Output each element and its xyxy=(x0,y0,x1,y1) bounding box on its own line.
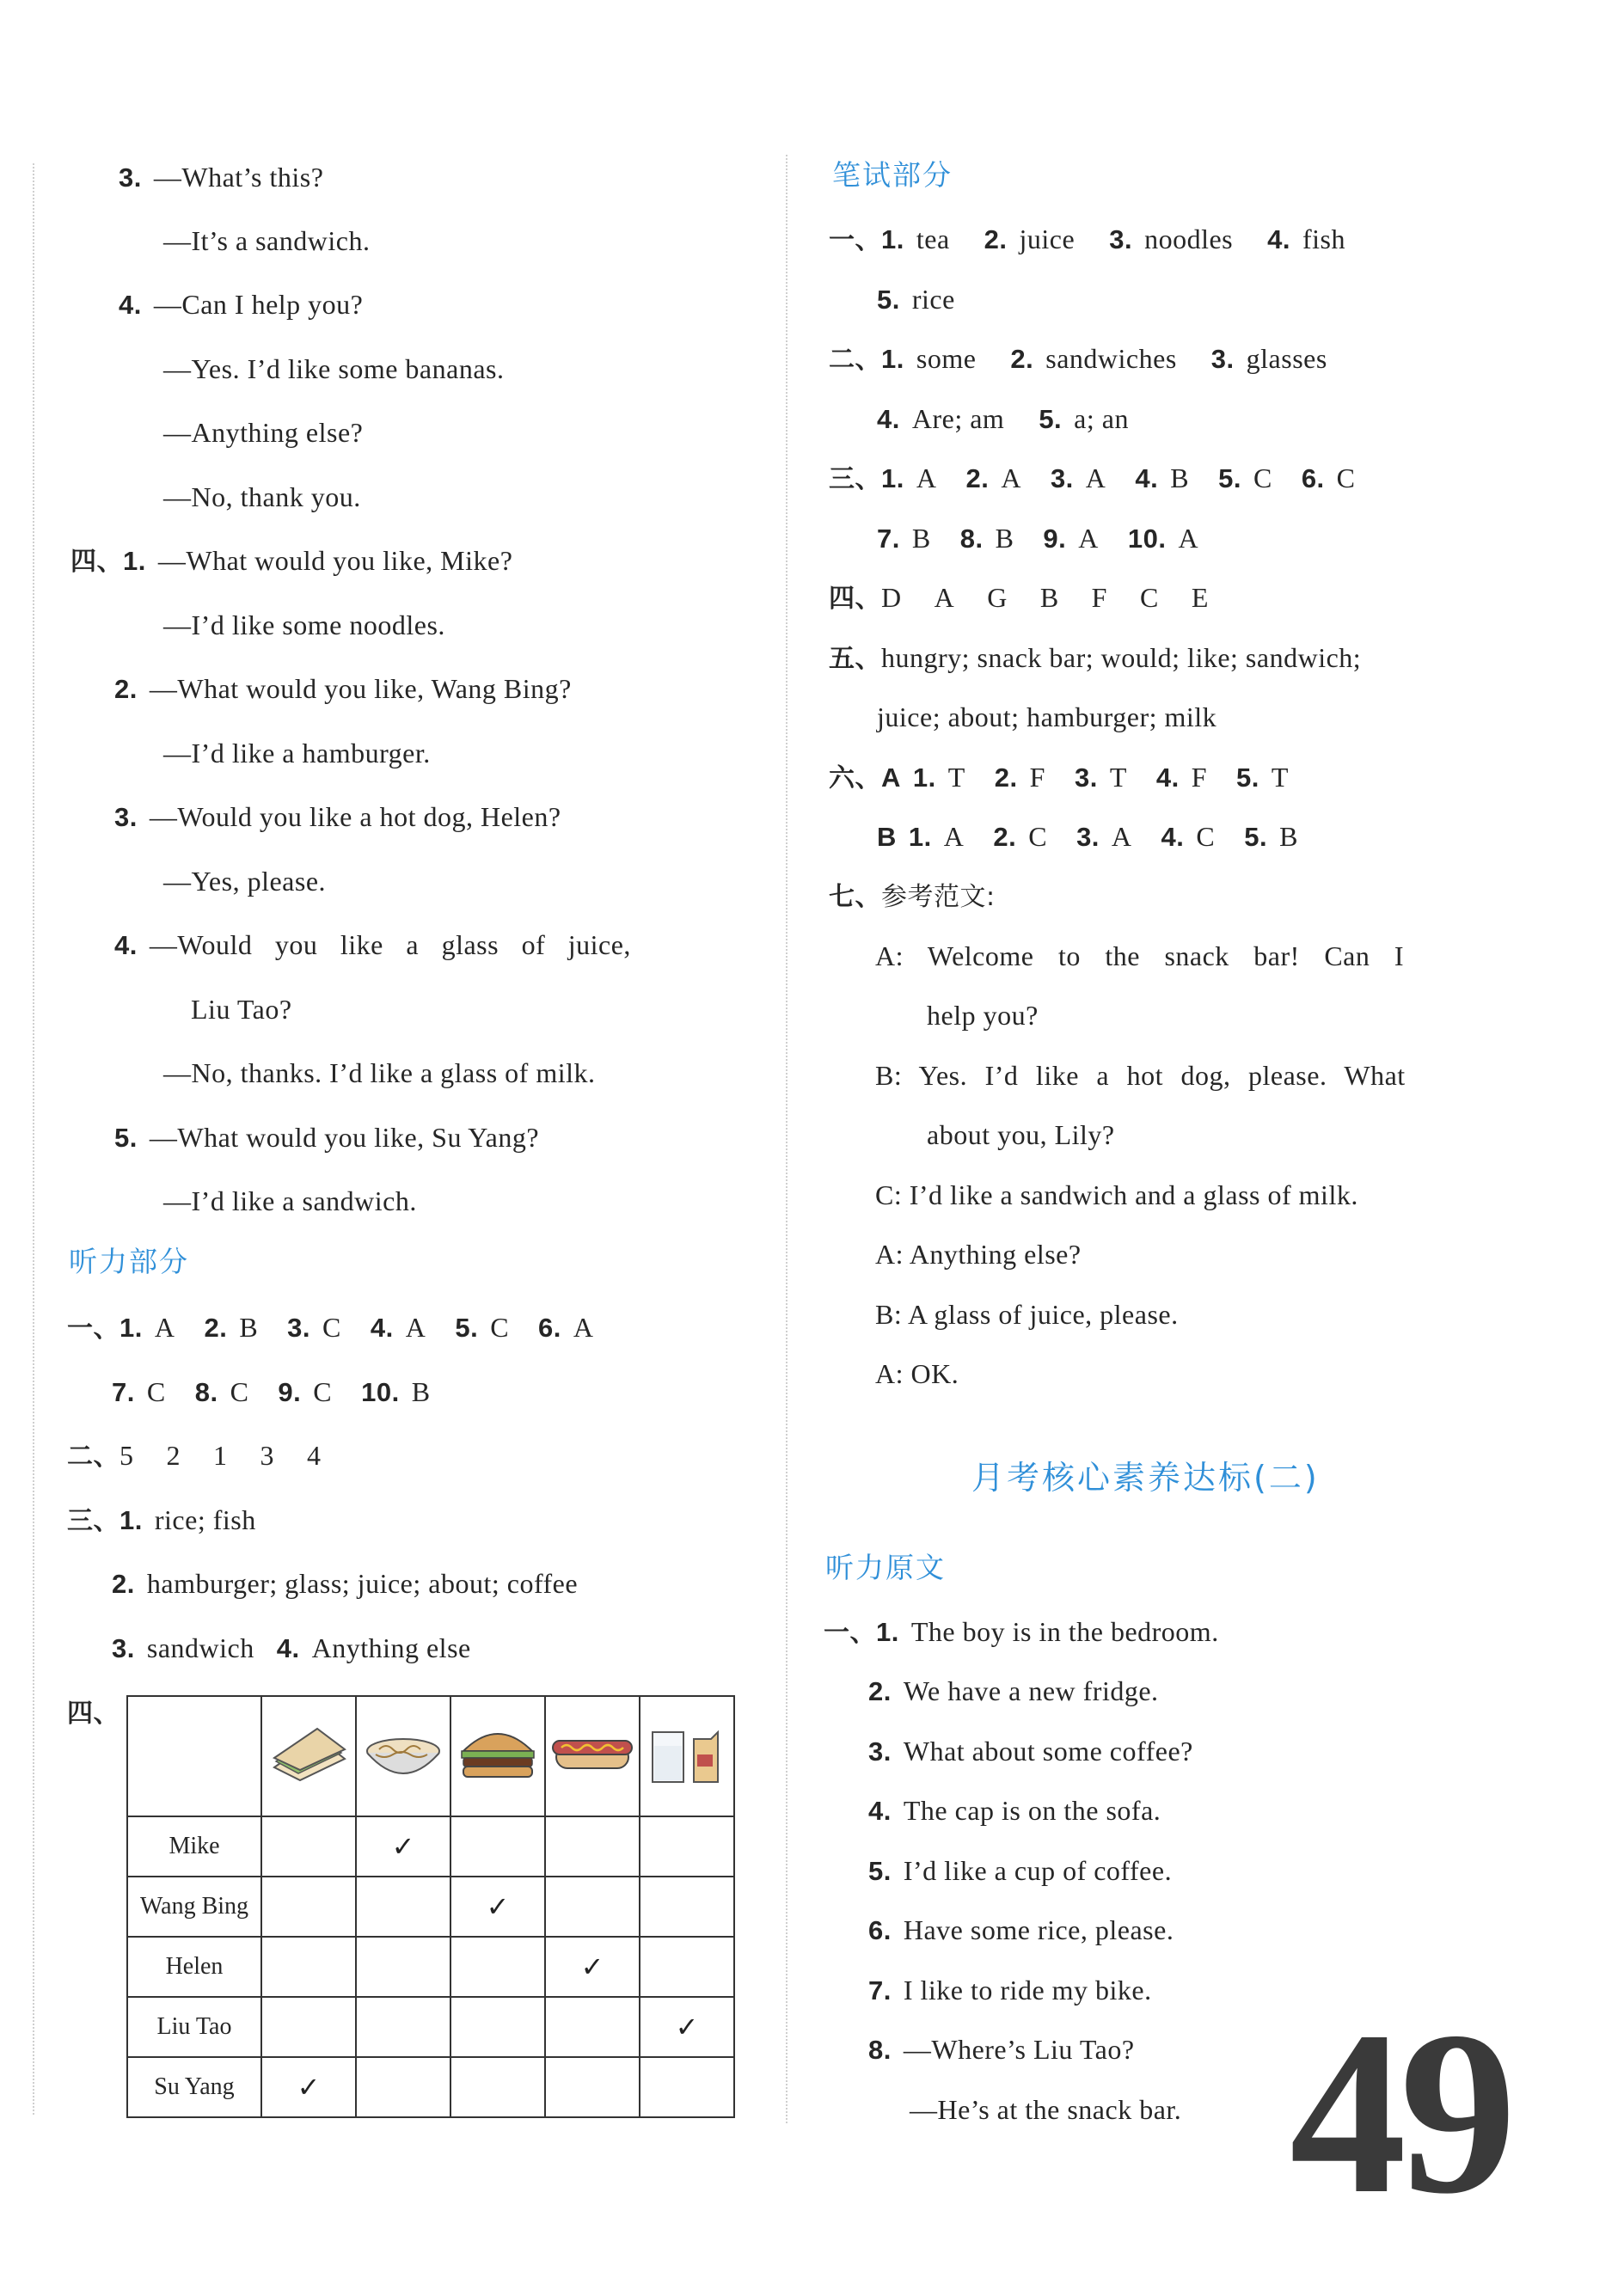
dialog-q3-a: 3. —What’s this? xyxy=(119,162,324,193)
answer-number: 4. xyxy=(1161,822,1185,852)
answer-value: sandwiches xyxy=(1045,343,1177,374)
answer-number: 3. xyxy=(1210,344,1235,374)
table-cell xyxy=(640,1937,734,1997)
check-mark-icon: ✓ xyxy=(486,1890,510,1923)
answer-value: T xyxy=(1271,762,1289,793)
written-1-row2 xyxy=(877,282,990,317)
table-cell xyxy=(356,1816,450,1877)
section-4-q3-a: 3. —Would you like a hot dog, Helen? xyxy=(114,801,561,832)
answer-letter: 4 xyxy=(307,1440,322,1471)
answer-letter: B xyxy=(1039,582,1059,613)
listening-3-q3-4: 3. sandwich 4. Anything else xyxy=(112,1632,471,1663)
juice-and-milk-picture xyxy=(640,1696,734,1816)
food-choice-table xyxy=(126,1695,735,2118)
noodles-picture xyxy=(356,1696,450,1816)
written-2-row2 xyxy=(877,401,1163,437)
table-cell xyxy=(450,2057,545,2117)
answer-value: glasses xyxy=(1246,343,1327,374)
answer-number: 7. xyxy=(877,524,900,554)
section-4-q4-b: Liu Tao? xyxy=(191,994,292,1025)
table-cell xyxy=(640,1997,734,2057)
table-cell xyxy=(356,1877,450,1937)
answer-number: 5. xyxy=(877,285,900,315)
section-4-q2-a: 2. —What would you like, Wang Bing? xyxy=(114,673,572,704)
answer-value: noodles xyxy=(1144,224,1234,254)
glass-and-carton-icon xyxy=(644,1720,730,1789)
table-row xyxy=(127,1816,734,1877)
answer-value: a; an xyxy=(1074,403,1129,434)
listening-section-title: 听力部分 xyxy=(69,1245,189,1278)
written-3-row2 xyxy=(877,521,1228,556)
answer-number: 3. xyxy=(287,1313,311,1343)
section-4-q1-b: —I’d like some noodles. xyxy=(163,609,445,640)
essay-line-5: C: I’d like a sandwich and a glass of milk. xyxy=(875,1179,1358,1210)
answer-number: 3. xyxy=(1109,224,1133,254)
section-4-q1-a: 四、1. —What would you like, Mike? xyxy=(70,545,513,577)
script-item-1: 一、1. The boy is in the bedroom. xyxy=(824,1616,1219,1648)
answer-letter: G xyxy=(987,582,1008,613)
answer-letter: 2 xyxy=(166,1440,181,1471)
table-cell xyxy=(450,1816,545,1877)
answer-number: 2. xyxy=(965,463,990,493)
script-item-8-b: —He’s at the snack bar. xyxy=(910,2094,1182,2125)
written-6-A: 六、A 1. T 2. F 3. T 4. F 5. T xyxy=(829,762,1289,793)
written-3-row1: 三、1. A 2. A 3. A 4. B 5. C 6. C xyxy=(829,462,1356,494)
answer-value: tea xyxy=(916,224,950,254)
answer-value: A xyxy=(1178,523,1199,554)
answer-letter: E xyxy=(1191,582,1209,613)
table-cell xyxy=(450,1997,545,2057)
answer-number: 9. xyxy=(1043,524,1067,554)
written-5-b: juice; about; hamburger; milk xyxy=(877,701,1217,732)
answer-number: 7. xyxy=(112,1377,135,1407)
answer-number: 1. xyxy=(908,822,932,852)
section-4-q5-a: 5. —What would you like, Su Yang? xyxy=(114,1122,540,1153)
listening-script-title: 听力原文 xyxy=(825,1551,946,1584)
section-4-q5-b: —I’d like a sandwich. xyxy=(163,1185,417,1216)
written-4: 四、D A G B F C E xyxy=(829,582,1209,614)
table-corner-cell xyxy=(127,1696,261,1816)
check-mark-icon: ✓ xyxy=(297,2071,321,2103)
answer-value: some xyxy=(916,343,977,374)
section-4-q4-c: —No, thanks. I’d like a glass of milk. xyxy=(163,1057,596,1088)
answer-letter: 3 xyxy=(260,1440,274,1471)
section-4-q3-b: —Yes, please. xyxy=(163,866,327,897)
script-item-4: 4. The cap is on the sofa. xyxy=(868,1795,1161,1826)
check-mark-icon: ✓ xyxy=(580,1950,604,1983)
answer-number: 2. xyxy=(1010,344,1034,374)
answer-letter: 5 xyxy=(120,1440,134,1471)
script-item-6: 6. Have some rice, please. xyxy=(868,1914,1174,1945)
answer-value: C xyxy=(322,1312,341,1343)
table-row xyxy=(127,1937,734,1997)
answer-number: 3. xyxy=(1074,762,1098,793)
script-item-5: 5. I’d like a cup of coffee. xyxy=(868,1855,1173,1886)
listening-4-label: 四、 xyxy=(67,1699,120,1729)
check-mark-icon: ✓ xyxy=(391,1830,415,1863)
table-cell xyxy=(545,1816,640,1877)
listening-1-row1: 一、1. A 2. B 3. C 4. A 5. C 6. A xyxy=(67,1312,594,1344)
answer-value: Are; am xyxy=(911,403,1005,434)
table-cell xyxy=(261,1997,356,2057)
answer-value: fish xyxy=(1302,224,1345,254)
table-cell xyxy=(356,2057,450,2117)
answer-number: 1. xyxy=(881,344,904,374)
answer-number: 6. xyxy=(538,1313,561,1343)
answer-number: 3. xyxy=(1050,463,1074,493)
hamburger-icon xyxy=(455,1720,541,1789)
hamburger-picture xyxy=(450,1696,545,1816)
noodle-bowl-icon xyxy=(360,1720,446,1789)
table-cell xyxy=(356,1937,450,1997)
dialog-q3-b: —It’s a sandwich. xyxy=(163,225,371,256)
table-cell xyxy=(450,1937,545,1997)
row-name: Liu Tao xyxy=(127,1997,261,2057)
answer-number: 4. xyxy=(1135,463,1159,493)
answer-number: 10. xyxy=(361,1377,400,1407)
answer-value: A xyxy=(943,821,965,852)
answer-number: 1. xyxy=(912,762,936,793)
answer-number: 9. xyxy=(278,1377,302,1407)
answer-value: C xyxy=(230,1376,249,1407)
essay-line-6: A: Anything else? xyxy=(875,1239,1082,1270)
row-name: Mike xyxy=(127,1816,261,1877)
listening-3-q1: 三、1. rice; fish xyxy=(67,1504,256,1536)
answer-value: F xyxy=(1191,762,1208,793)
section-4-q2-b: —I’d like a hamburger. xyxy=(163,738,431,769)
answer-value: A xyxy=(1078,523,1099,554)
hot-dog-icon xyxy=(549,1720,635,1789)
answer-value: F xyxy=(1029,762,1045,793)
monthly-test-title: 月考核心素养达标(二) xyxy=(971,1459,1320,1497)
dialog-q4-b: —Yes. I’d like some bananas. xyxy=(163,353,505,384)
answer-letter: C xyxy=(1139,582,1159,613)
answer-number: 6. xyxy=(1301,463,1325,493)
answer-number: 8. xyxy=(959,524,984,554)
essay-line-2: help you? xyxy=(927,1000,1039,1031)
table-cell xyxy=(545,2057,640,2117)
answer-number: 2. xyxy=(204,1313,228,1343)
answer-letter: D xyxy=(881,582,902,613)
table-cell xyxy=(640,1877,734,1937)
table-row xyxy=(127,1997,734,2057)
answer-value: juice xyxy=(1019,224,1076,254)
column-divider-middle xyxy=(786,155,787,2123)
column-divider-left xyxy=(33,163,34,2115)
written-section-title: 笔试部分 xyxy=(832,158,953,192)
dialog-q4-c: —Anything else? xyxy=(163,417,364,448)
script-item-2: 2. We have a new fridge. xyxy=(868,1675,1159,1706)
answer-value: C xyxy=(1028,821,1048,852)
table-cell xyxy=(640,1816,734,1877)
answer-number: 5. xyxy=(1236,762,1259,793)
answer-value: T xyxy=(1109,762,1127,793)
answer-number: 10. xyxy=(1127,524,1167,554)
written-2-row1: 二、1. some 2. sandwiches 3. glasses xyxy=(829,343,1327,375)
answer-value: B xyxy=(1170,462,1190,493)
listening-1-row2 xyxy=(112,1375,460,1410)
answer-value: B xyxy=(239,1312,259,1343)
table-cell xyxy=(545,1997,640,2057)
script-item-3: 3. What about some coffee? xyxy=(868,1736,1193,1767)
answer-value: C xyxy=(1336,462,1356,493)
check-mark-icon: ✓ xyxy=(675,2011,699,2043)
hot-dog-picture xyxy=(545,1696,640,1816)
essay-line-7: B: A glass of juice, please. xyxy=(875,1299,1179,1330)
table-cell xyxy=(640,2057,734,2117)
answer-value: A xyxy=(405,1312,426,1343)
answer-letter: F xyxy=(1091,582,1107,613)
table-cell xyxy=(261,1816,356,1877)
answer-number: 2. xyxy=(993,822,1017,852)
answer-value: B xyxy=(911,523,931,554)
answer-letter: 1 xyxy=(213,1440,228,1471)
written-1-row1: 一、1. tea 2. juice 3. noodles 4. fish xyxy=(829,224,1345,255)
essay-line-8: A: OK. xyxy=(875,1358,959,1389)
answer-value: B xyxy=(995,523,1014,554)
answer-number: 1. xyxy=(120,1313,143,1343)
answer-value: A xyxy=(1111,821,1132,852)
dialog-q4-a: 4. —Can I help you? xyxy=(119,289,364,320)
answer-value: C xyxy=(490,1312,510,1343)
table-row xyxy=(127,1877,734,1937)
table-cell xyxy=(261,2057,356,2117)
page-number: 49 xyxy=(1290,1983,1510,2242)
answer-number: 4. xyxy=(370,1313,394,1343)
answer-number: 3. xyxy=(1076,822,1100,852)
answer-number: 5. xyxy=(1039,404,1063,434)
answer-number: 8. xyxy=(194,1377,218,1407)
answer-value: B xyxy=(411,1376,431,1407)
listening-2: 二、5 2 1 3 4 xyxy=(67,1440,322,1472)
table-row xyxy=(127,2057,734,2117)
answer-value: A xyxy=(1001,462,1021,493)
answer-value: C xyxy=(313,1376,333,1407)
section-4-q4-a: 4. —Would you like a glass of juice, xyxy=(114,929,631,960)
answer-number: 2. xyxy=(984,224,1008,254)
answer-value: A xyxy=(573,1312,594,1343)
answer-value: C xyxy=(146,1376,166,1407)
listening-3-q2: 2. hamburger; glass; juice; about; coffee xyxy=(112,1568,579,1599)
answer-number: 4. xyxy=(1155,762,1180,793)
answer-letter: A xyxy=(934,582,955,613)
answer-number: 1. xyxy=(881,463,904,493)
answer-number: 5. xyxy=(1244,822,1268,852)
row-name: Wang Bing xyxy=(127,1877,261,1937)
written-5-a: 五、hungry; snack bar; would; like; sandwich; xyxy=(829,642,1362,674)
written-6-B: B 1. A 2. C 3. A 4. C 5. B xyxy=(877,821,1298,852)
script-item-7: 7. I like to ride my bike. xyxy=(868,1975,1152,2005)
answer-value: A xyxy=(1085,462,1106,493)
answer-value: C xyxy=(1196,821,1216,852)
sandwich-icon xyxy=(266,1720,352,1789)
answer-number: 5. xyxy=(1218,463,1241,493)
dialog-q4-d: —No, thank you. xyxy=(163,481,361,512)
answer-value: A xyxy=(916,462,937,493)
essay-line-1: A: Welcome to the snack bar! Can I xyxy=(875,940,1405,971)
answer-value: C xyxy=(1253,462,1272,493)
table-cell xyxy=(450,1877,545,1937)
answer-number: 4. xyxy=(877,404,900,434)
row-name: Su Yang xyxy=(127,2057,261,2117)
answer-value: A xyxy=(154,1312,175,1343)
row-name: Helen xyxy=(127,1937,261,1997)
table-cell xyxy=(261,1877,356,1937)
answer-value: T xyxy=(947,762,965,793)
answer-number: 1. xyxy=(881,224,904,254)
table-cell xyxy=(545,1937,640,1997)
table-cell xyxy=(545,1877,640,1937)
script-item-8: 8. —Where’s Liu Tao? xyxy=(868,2034,1135,2065)
table-cell xyxy=(261,1937,356,1997)
essay-line-3: B: Yes. I’d like a hot dog, please. What xyxy=(875,1060,1406,1091)
answer-number: 2. xyxy=(994,762,1018,793)
table-cell xyxy=(356,1997,450,2057)
answer-number: 5. xyxy=(455,1313,479,1343)
answer-number: 4. xyxy=(1267,224,1290,254)
answer-value: B xyxy=(1279,821,1298,852)
essay-line-4: about you, Lily? xyxy=(927,1119,1115,1150)
written-7-intro: 七、参考范文: xyxy=(829,882,996,912)
sandwich-picture xyxy=(261,1696,356,1816)
answer-value: rice xyxy=(911,284,955,315)
